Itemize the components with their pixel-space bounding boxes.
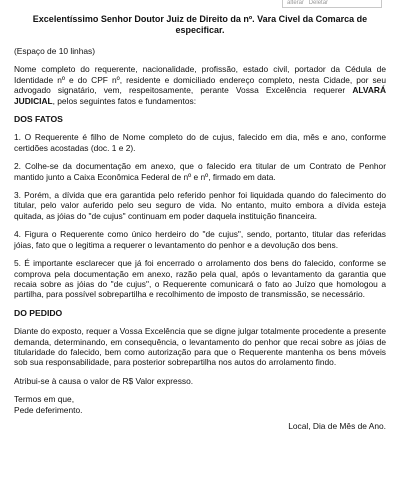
- fact-paragraph-5: 5. É importante esclarecer que já foi encerrado o arrolamento dos bens do falecido, conforme se comprova pela documentação em anexo, razão pela qual, após o levantamento da garantia que recaia sobre as jóias do "de cujus", o Requerente comunicará o fato ao Juízo que homologou a partilha, para possível sobrepartilha e recolhimento de imposto de transmissão, se necessário.: [14, 258, 386, 300]
- space-note: (Espaço de 10 linhas): [14, 46, 96, 56]
- fact-paragraph-3: 3. Porém, a dívida que era garantida pelo referido penhor foi liquidada quando do falecimento do titular, pelo valor auferido pelo seu seguro de vida. No entanto, muito embora a dívida esteja quitada, as jóias do "de cujus" continuam em poder daquela instituição financeira.: [14, 190, 386, 221]
- document-toolbar-tab: [282, 0, 382, 8]
- intro-highlight: ALVARÁ JUDICIAL: [14, 85, 386, 106]
- facts-heading: DOS FATOS: [14, 114, 63, 125]
- delete-link[interactable]: Deletar: [308, 0, 329, 6]
- request-heading: DO PEDIDO: [14, 307, 63, 318]
- fact-paragraph-4: 4. Figura o Requerente como único herdeiro do "de cujus", sendo, portanto, titular das referidas jóias, fato que o legitima a requerer o levantamento do penhor e a devolução dos bens.: [14, 229, 386, 250]
- request-line: Pede deferimento.: [14, 404, 83, 415]
- edit-link[interactable]: alterar: [287, 0, 305, 6]
- closing-line: Local, Dia de Mês de Ano.: [288, 420, 386, 431]
- terms-line: Termos em que,: [14, 394, 75, 405]
- case-value-line: Atribui-se à causa o valor de R$ Valor expresso.: [14, 375, 194, 386]
- fact-paragraph-1: 1. O Requerente é filho de Nome completo do de cujus, falecido em dia, mês e ano, conforme certidões acostadas (doc. 1 e 2).: [14, 132, 386, 153]
- intro-paragraph: [14, 64, 386, 106]
- request-paragraph: Diante do exposto, requer a Vossa Excelência que se digne julgar totalmente procedente a presente demanda, determinando, em consequência, o levantamento do penhor que recai sobre as jóias de titularidade do falecido, bem como autorização para que o Requerente mantenha os bens móveis sob sua responsabilidade, para posterior sobrepartilha nos autos do arrolamento findo.: [14, 326, 386, 368]
- intro-text-start: Nome completo do requerente, nacionalidade, profissão, estado civil, portador da Cédula de Identidade nº e do CPF nº, residente e domiciliado endereço completo, nesta Cidade, por seu advogado signatário, vem, respeitosamente, perante Vossa Excelência requerer: [14, 64, 386, 96]
- intro-text-end: , pelos seguintes fatos e fundamentos:: [52, 95, 197, 106]
- fact-paragraph-2: 2. Colhe-se da documentação em anexo, que o falecido era titular de um Contrato de Penhor mantido junto a Caixa Econômica Federal de nº e nº, firmado em data.: [14, 161, 386, 182]
- document-title: Excelentíssimo Senhor Doutor Juiz de Direito da nº. Vara Civel da Comarca de especificar.: [32, 14, 368, 35]
